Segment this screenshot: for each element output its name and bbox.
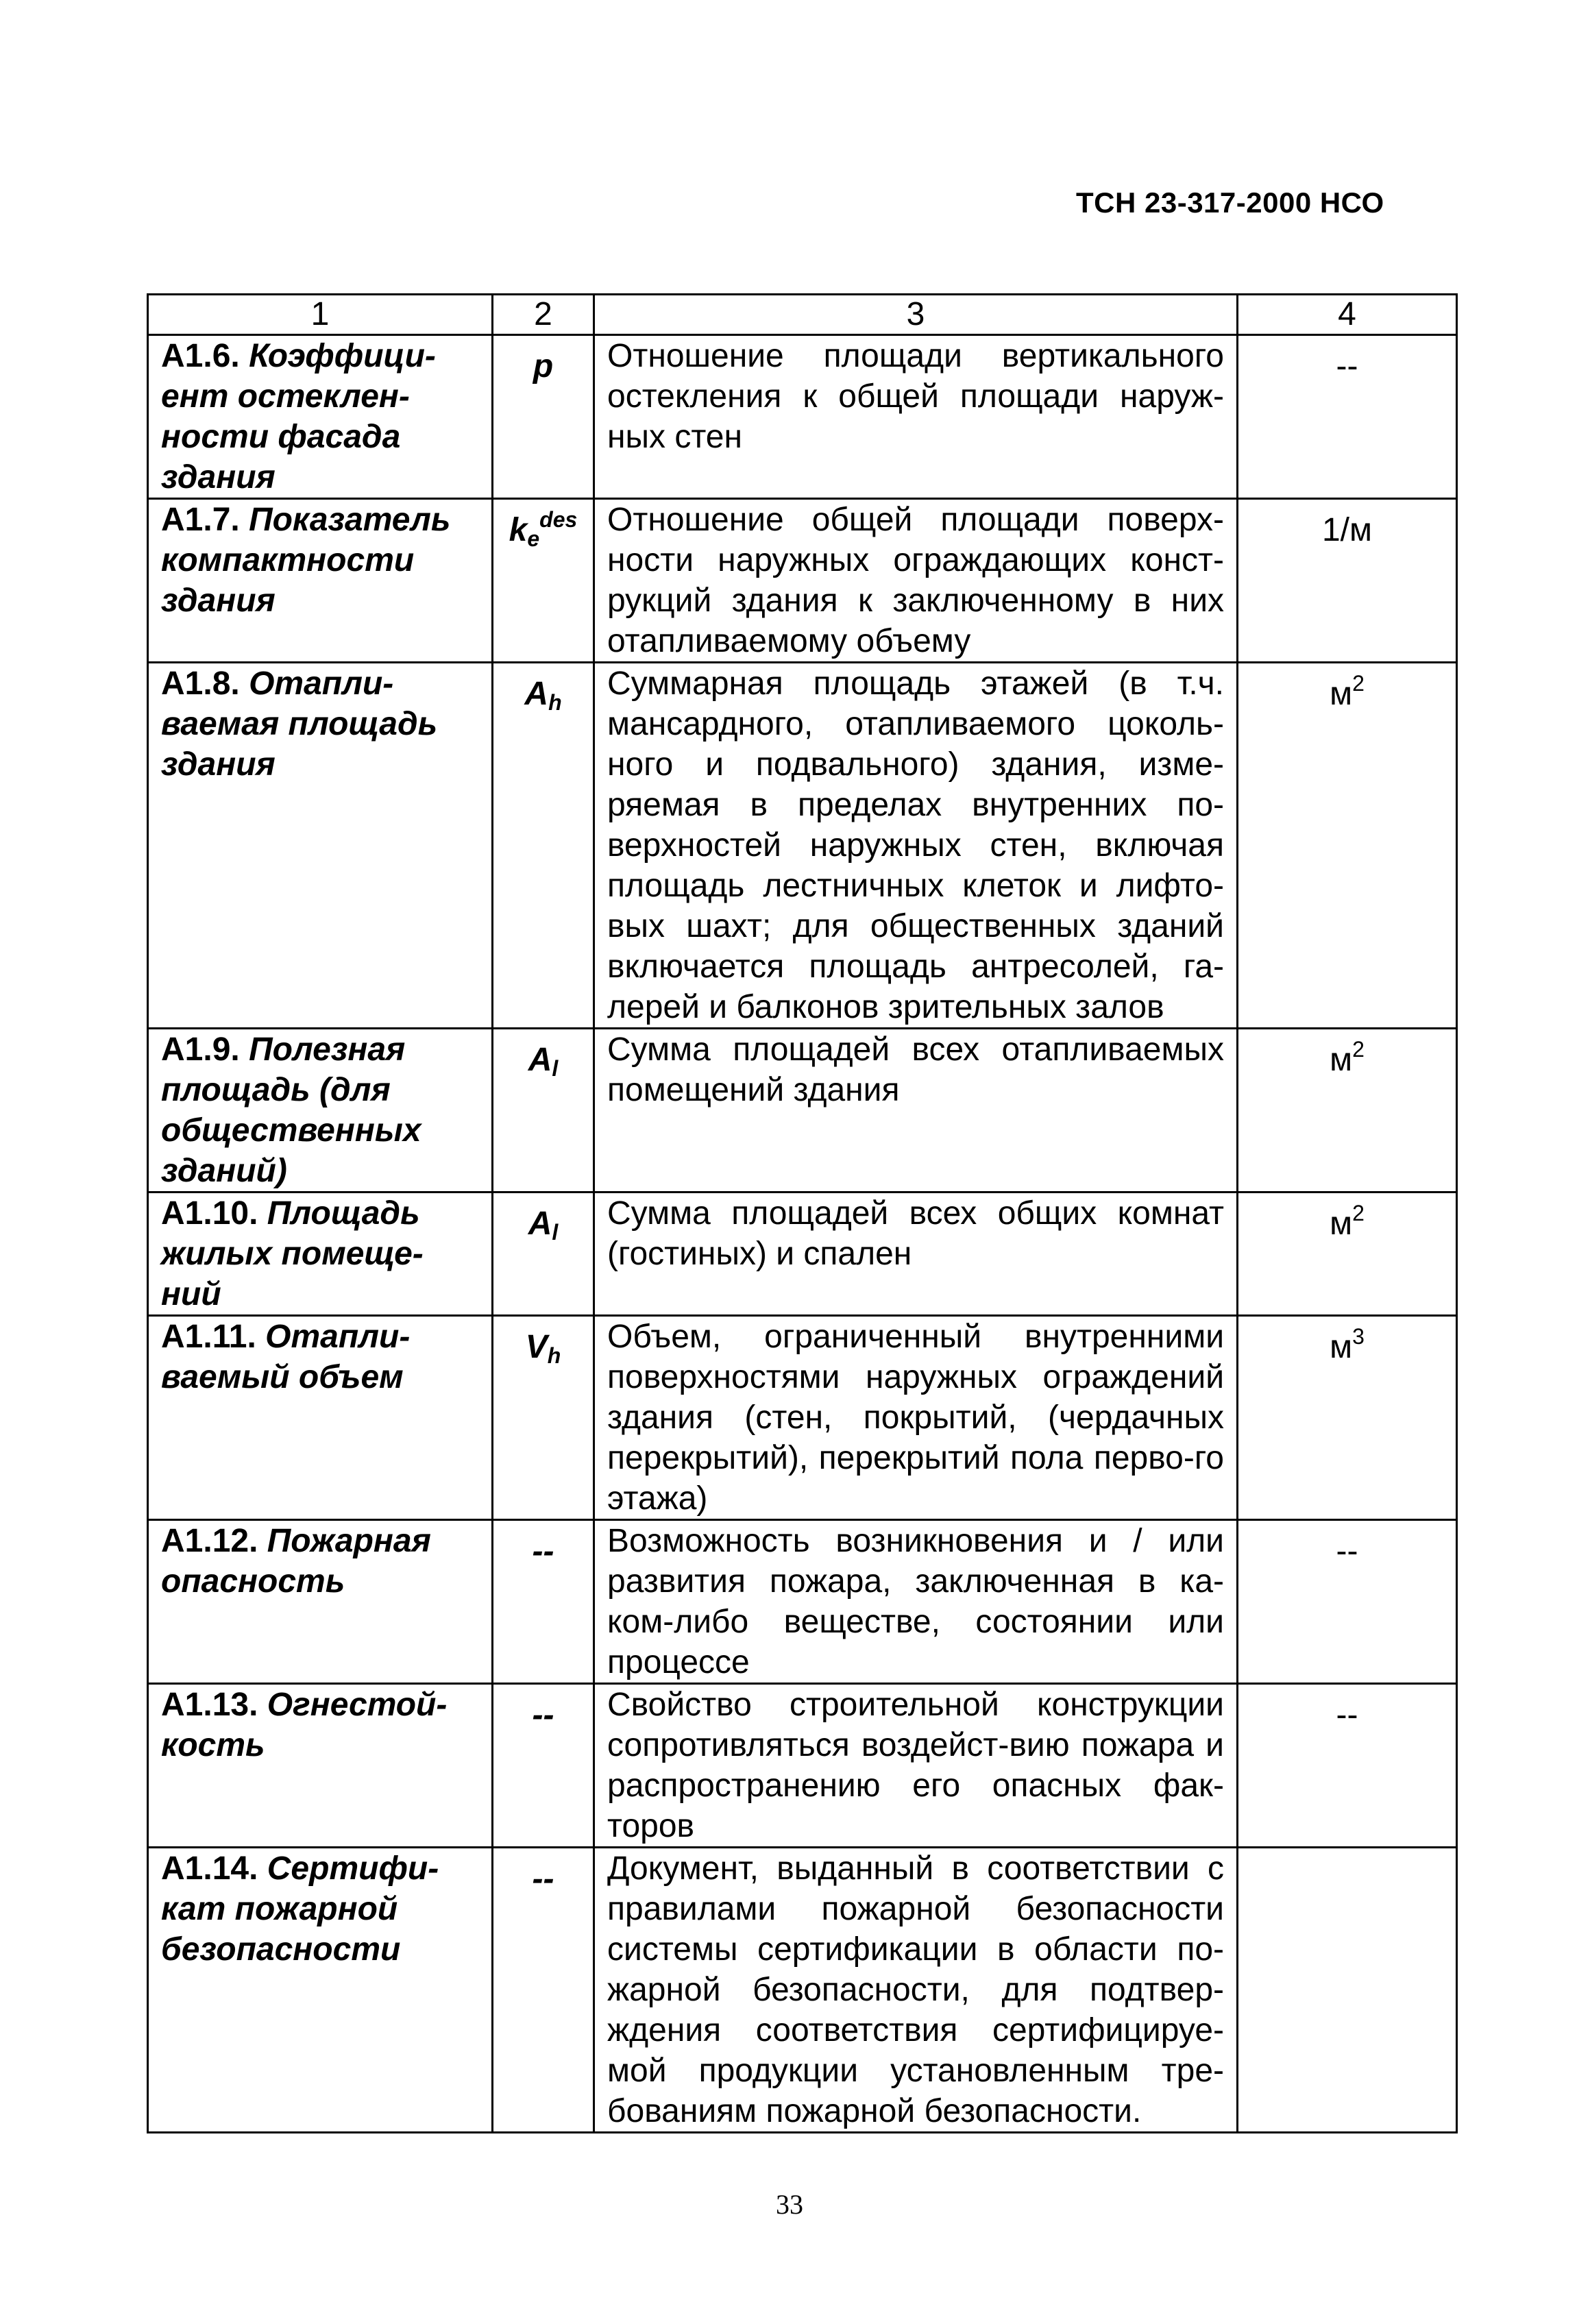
term-number: А1.6.: [161, 338, 240, 374]
symbol-cell: [493, 1520, 594, 1684]
term-number: А1.9.: [161, 1031, 240, 1068]
term-number: А1.8.: [161, 665, 240, 702]
symbol: A: [528, 1206, 552, 1242]
term-cell: [148, 663, 493, 1029]
symbol: --: [532, 1861, 554, 1897]
symbol: A: [524, 676, 549, 712]
symbol-subscript: l: [552, 1056, 559, 1081]
column-header-2: 2: [493, 295, 594, 335]
table-row: [148, 1848, 1457, 2133]
unit: м: [1330, 676, 1353, 712]
term-cell: [148, 499, 493, 663]
term-number: А1.14.: [161, 1850, 258, 1887]
unit-cell: [1238, 499, 1457, 663]
document-code: ТСН 23-317-2000 НСО: [1076, 186, 1384, 219]
term-number: А1.11.: [161, 1319, 256, 1355]
term-cell: [148, 1029, 493, 1192]
table-header-row: [148, 295, 1457, 335]
symbol-cell: [493, 335, 594, 499]
term-name: Полезная площадь (для общественных зданий): [161, 1031, 421, 1189]
unit-cell: [1238, 1848, 1457, 2133]
unit-cell: [1238, 1316, 1457, 1520]
definition-cell: Объем, ограниченный внутренними поверхностями наружных ограждений здания (стен, покрытий, (чердачных перекрытий), перекрытий пола перво-го этажа): [594, 1316, 1238, 1520]
term-number: А1.10.: [161, 1195, 258, 1232]
unit: 1/м: [1321, 512, 1373, 548]
unit-cell: [1238, 335, 1457, 499]
table-row: [148, 1684, 1457, 1848]
unit-exponent: 2: [1352, 671, 1365, 696]
symbol: --: [532, 1697, 554, 1733]
symbol-cell: [493, 499, 594, 663]
term-name: Отапли-ваемая площадь здания: [161, 665, 438, 783]
term-name: Сертифи-кат пожарной безопасности: [161, 1850, 439, 1968]
table-row: [148, 1029, 1457, 1192]
symbol: k: [509, 512, 528, 548]
page-number: 33: [776, 2189, 803, 2220]
symbol-cell: [493, 1316, 594, 1520]
term-number: А1.12.: [161, 1523, 258, 1559]
symbol: --: [532, 1533, 554, 1569]
symbol-cell: [493, 1029, 594, 1192]
unit-cell: [1238, 1520, 1457, 1684]
column-header-4: 4: [1238, 295, 1457, 335]
term-cell: [148, 335, 493, 499]
term-number: А1.13.: [161, 1687, 258, 1723]
symbol-subscript: h: [548, 690, 562, 715]
term-name: Коэффици-ент остеклен-ности фасада здания: [161, 338, 436, 496]
table-row: [148, 335, 1457, 499]
term-name: Отапли-ваемый объем: [161, 1319, 411, 1395]
term-cell: [148, 1192, 493, 1316]
definition-cell: Сумма площадей всех общих комнат (гостиных) и спален: [594, 1192, 1238, 1316]
symbol: A: [528, 1042, 552, 1078]
symbol-cell: [493, 1848, 594, 2133]
symbol-cell: [493, 663, 594, 1029]
definition-cell: Суммарная площадь этажей (в т.ч. мансардного, отапливаемого цоколь-ного и подвального) здания, изме-ряемая в пределах внутренних по-верхностей наружных стен, включая площадь лестничных клеток и лифто-вых шахт; для общественных зданий включается площадь антресолей, га-лерей и балконов зрительных залов: [594, 663, 1238, 1029]
unit: --: [1336, 348, 1358, 384]
column-header-3: 3: [594, 295, 1238, 335]
definition-cell: Возможность возникновения и / или развития пожара, заключенная в ка-ком-либо веществе, состоянии или процессе: [594, 1520, 1238, 1684]
unit-cell: [1238, 1029, 1457, 1192]
symbol-subscript: h: [547, 1343, 561, 1368]
definition-cell: Отношение площади вертикального остекления к общей площади наруж-ных стен: [594, 335, 1238, 499]
term-name: Пожарная опасность: [161, 1523, 431, 1600]
terms-table: [147, 293, 1458, 2133]
term-name: Огнестой-кость: [161, 1687, 448, 1763]
definition-cell: Документ, выданный в соответствии с правилами пожарной безопасности системы сертификации в области по-жарной безопасности, для подтвер-ждения соответствия сертифицируе-мой продукции установленным тре-бованиям пожарной безопасности.: [594, 1848, 1238, 2133]
definition-cell: Отношение общей площади поверх-ности наружных ограждающих конст-рукций здания к заключенному в них отапливаемому объему: [594, 499, 1238, 663]
symbol-subscript: e: [527, 526, 540, 551]
term-cell: [148, 1684, 493, 1848]
column-header-1: 1: [148, 295, 493, 335]
unit: --: [1336, 1697, 1358, 1733]
symbol-superscript: des: [539, 507, 578, 532]
table-row: [148, 499, 1457, 663]
term-cell: [148, 1316, 493, 1520]
symbol-cell: [493, 1684, 594, 1848]
symbol-cell: [493, 1192, 594, 1316]
unit-exponent: 3: [1352, 1324, 1365, 1349]
term-name: Площадь жилых помеще-ний: [161, 1195, 424, 1312]
unit-cell: [1238, 663, 1457, 1029]
table-row: [148, 663, 1457, 1029]
symbol: p: [533, 348, 554, 384]
unit-exponent: 2: [1352, 1201, 1365, 1225]
definition-cell: Сумма площадей всех отапливаемых помещений здания: [594, 1029, 1238, 1192]
table-row: [148, 1192, 1457, 1316]
term-number: А1.7.: [161, 502, 240, 538]
symbol: V: [525, 1329, 548, 1365]
unit: --: [1336, 1533, 1358, 1569]
term-cell: [148, 1520, 493, 1684]
table-row: [148, 1520, 1457, 1684]
unit: м: [1330, 1042, 1353, 1078]
table-row: [148, 1316, 1457, 1520]
definition-cell: Свойство строительной конструкции сопротивляться воздейст-вию пожара и распространению его опасных фак-торов: [594, 1684, 1238, 1848]
unit-cell: [1238, 1192, 1457, 1316]
symbol-subscript: l: [552, 1220, 559, 1245]
unit-exponent: 2: [1352, 1037, 1365, 1062]
unit-cell: [1238, 1684, 1457, 1848]
unit: м: [1330, 1206, 1353, 1242]
term-cell: [148, 1848, 493, 2133]
term-name: Показатель компактности здания: [161, 502, 451, 619]
unit: м: [1330, 1329, 1353, 1365]
